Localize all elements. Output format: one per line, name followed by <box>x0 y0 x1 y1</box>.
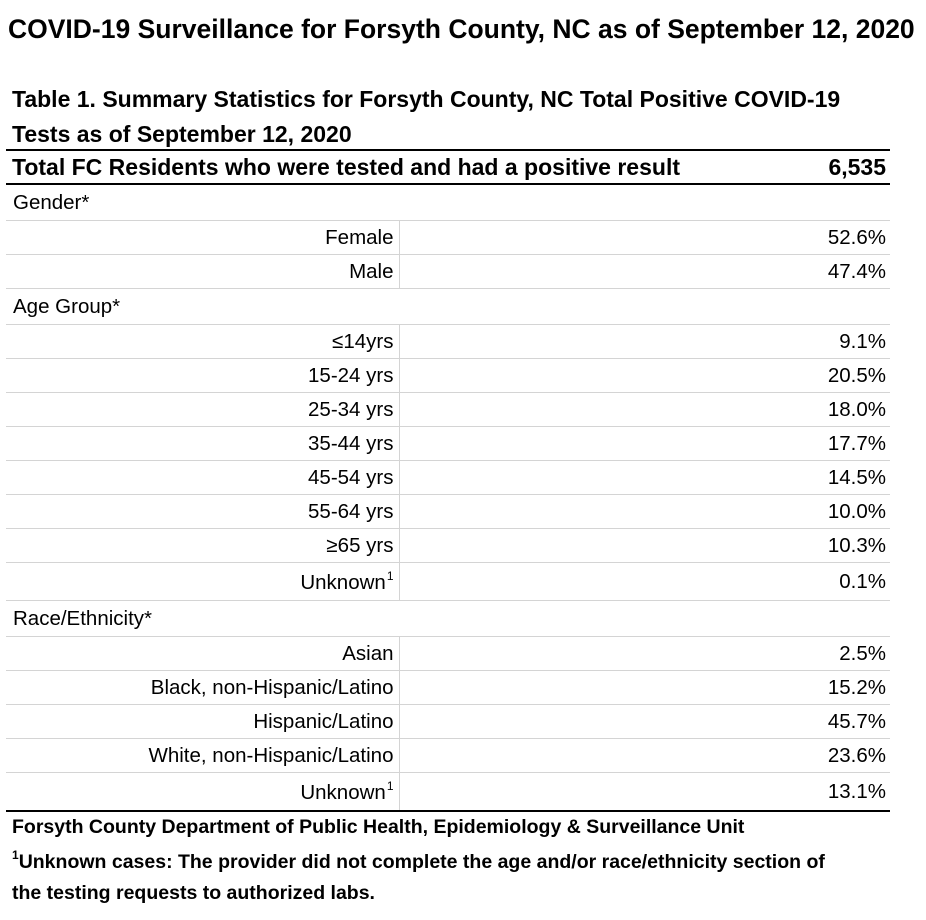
row-label: 55-64 yrs <box>6 495 399 529</box>
row-value: 23.6% <box>399 739 890 773</box>
table-row <box>6 461 890 495</box>
row-value: 47.4% <box>399 255 890 289</box>
total-value: 6,535 <box>828 153 886 180</box>
source-note: Forsyth County Department of Public Health, Epidemiology & Surveillance Unit <box>12 816 745 838</box>
row-label: Male <box>6 255 399 289</box>
table-row <box>6 221 890 255</box>
footnote-line-1 <box>12 848 825 874</box>
unknown-label: Unknown <box>300 570 386 594</box>
row-label <box>6 773 399 812</box>
section-race-ethnicity <box>6 601 890 637</box>
page-title: COVID-19 Surveillance for Forsyth County, NC as of September 12, 2020 <box>8 14 915 44</box>
footnote-text: Unknown cases: The provider did not complete the age and/or race/ethnicity section of <box>18 851 825 873</box>
footnote-marker: 1 <box>12 848 19 862</box>
row-value: 18.0% <box>399 393 890 427</box>
row-label <box>6 563 399 601</box>
row-label: White, non-Hispanic/Latino <box>6 739 399 773</box>
table-row <box>6 773 890 812</box>
table-row <box>6 529 890 563</box>
row-value: 10.3% <box>399 529 890 563</box>
table-row <box>6 359 890 393</box>
table-row <box>6 255 890 289</box>
row-value: 52.6% <box>399 221 890 255</box>
row-label: ≤14yrs <box>6 325 399 359</box>
section-heading: Race/Ethnicity* <box>6 601 890 637</box>
row-label: ≥65 yrs <box>6 529 399 563</box>
section-heading: Age Group* <box>6 289 890 325</box>
row-value: 20.5% <box>399 359 890 393</box>
table-row <box>6 495 890 529</box>
section-gender <box>6 184 890 221</box>
table-row <box>6 739 890 773</box>
unknown-label: Unknown <box>300 780 386 804</box>
row-value: 10.0% <box>399 495 890 529</box>
row-value: 2.5% <box>399 637 890 671</box>
row-value: 15.2% <box>399 671 890 705</box>
row-label: 35-44 yrs <box>6 427 399 461</box>
table-row <box>6 325 890 359</box>
row-label: 25-34 yrs <box>6 393 399 427</box>
total-label: Total FC Residents who were tested and had a positive result <box>12 153 680 180</box>
row-label: 45-54 yrs <box>6 461 399 495</box>
row-value: 17.7% <box>399 427 890 461</box>
row-value: 0.1% <box>399 563 890 601</box>
total-row <box>6 150 890 184</box>
row-value: 45.7% <box>399 705 890 739</box>
summary-statistics-table <box>6 149 890 812</box>
row-label: Female <box>6 221 399 255</box>
row-label: Black, non-Hispanic/Latino <box>6 671 399 705</box>
footnote-marker: 1 <box>386 778 394 793</box>
footnote-line-2: the testing requests to authorized labs. <box>12 882 375 904</box>
table-title: Table 1. Summary Statistics for Forsyth County, NC Total Positive COVID-19 Tests as of September 12, 2020 <box>12 86 841 147</box>
row-value: 13.1% <box>399 773 890 812</box>
row-label: Asian <box>6 637 399 671</box>
row-value: 9.1% <box>399 325 890 359</box>
row-label: 15-24 yrs <box>6 359 399 393</box>
table-row <box>6 563 890 601</box>
table-row <box>6 671 890 705</box>
row-label: Hispanic/Latino <box>6 705 399 739</box>
section-age-group <box>6 289 890 325</box>
table-row <box>6 637 890 671</box>
section-heading: Gender* <box>6 184 890 221</box>
table-row <box>6 705 890 739</box>
row-value: 14.5% <box>399 461 890 495</box>
table-row <box>6 427 890 461</box>
footnote-marker: 1 <box>386 568 394 583</box>
table-row <box>6 393 890 427</box>
